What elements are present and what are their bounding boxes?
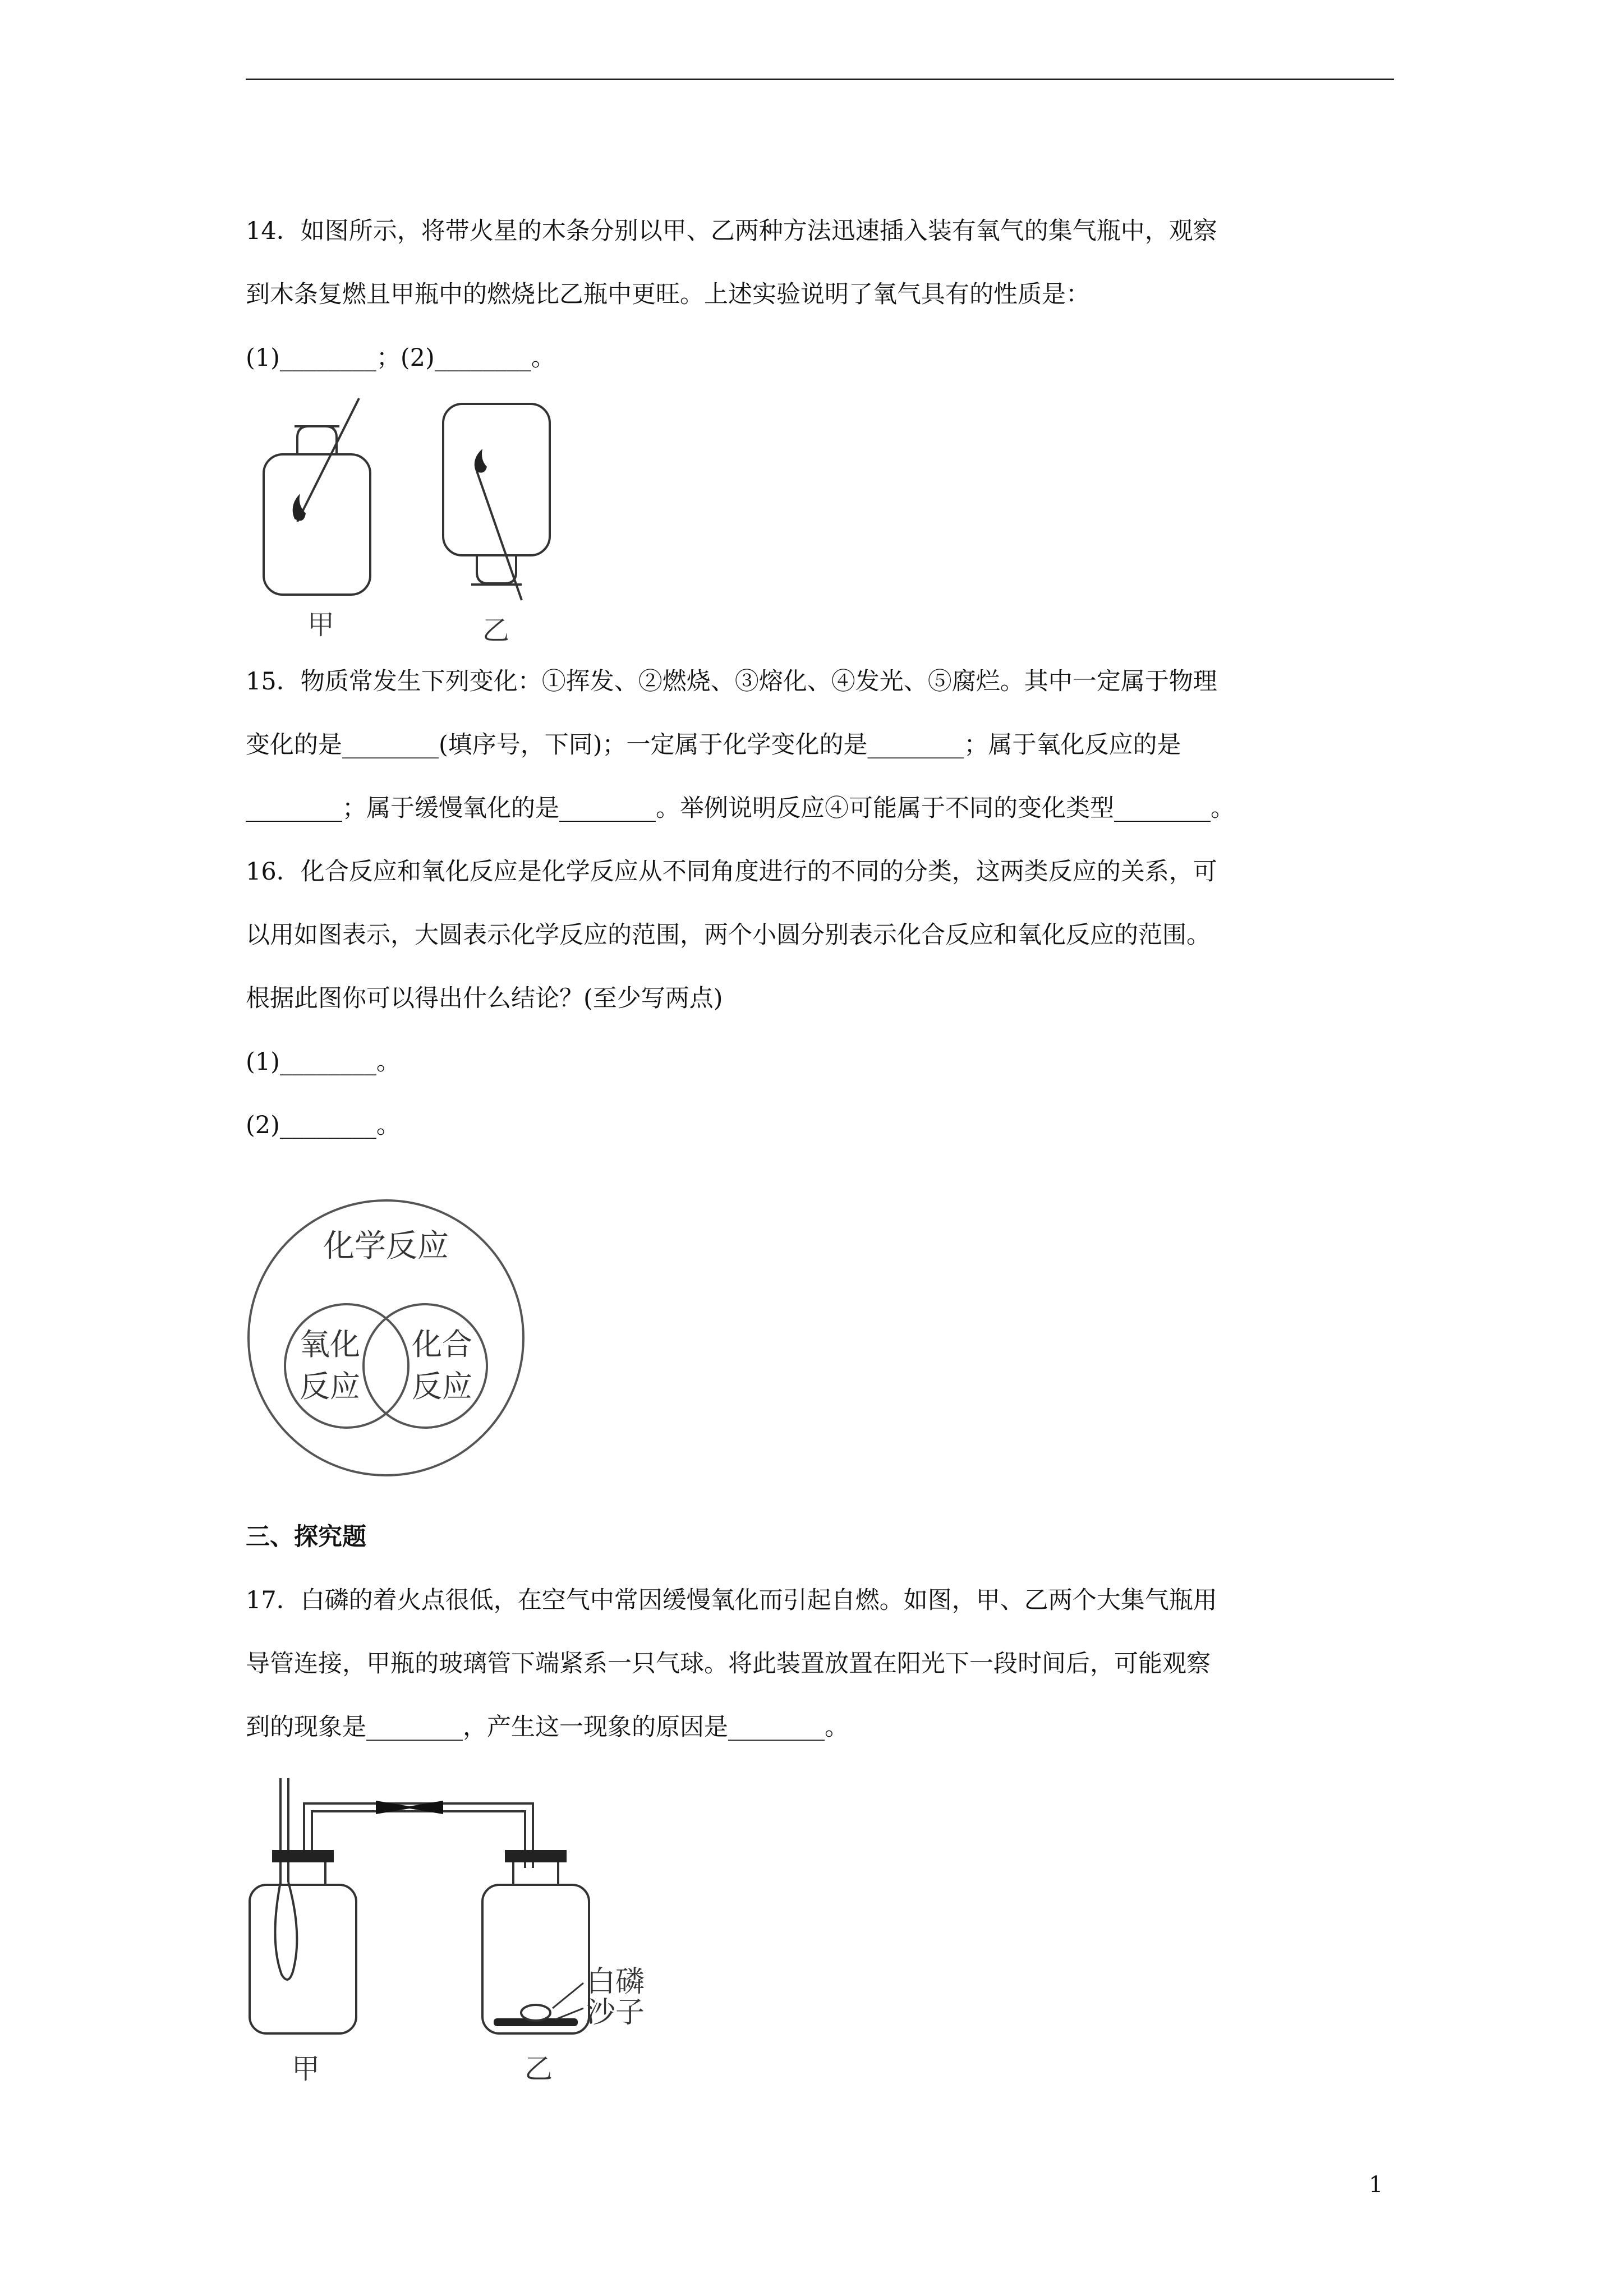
label-white-phosphorus: 白磷 (586, 1965, 645, 1999)
q16-line-3: 根据此图你可以得出什么结论？(至少写两点) (246, 984, 723, 1013)
wood-stick-yi (477, 471, 522, 600)
bottle-yi (443, 404, 550, 600)
q17-figure (241, 1773, 701, 2095)
page-number: 1 (1369, 2172, 1383, 2198)
label-sand: 沙子 (586, 1996, 645, 2030)
venn-left-circle (285, 1304, 408, 1428)
venn-left-label-top: 氧化 (300, 1327, 360, 1362)
venn-outer-label: 化学反应 (323, 1228, 449, 1264)
wood-stick-jia (297, 398, 359, 522)
q17-line-1: 17．白磷的着火点很低，在空气中常因缓慢氧化而引起自燃。如图，甲、乙两个大集气瓶用 (246, 1586, 1217, 1614)
q14-line-3: (1)________；(2)________。 (246, 344, 555, 372)
q15-line-2: 变化的是________(填序号，下同)；一定属于化学变化的是________；属于氧化反应的是 (246, 731, 1181, 759)
bottle-jia (264, 398, 370, 595)
stopper-jia (272, 1850, 334, 1862)
label-jia: 甲 (292, 2053, 320, 2085)
venn-left-label-bottom: 反应 (300, 1369, 360, 1404)
q15-line-3: ________；属于缓慢氧化的是________。举例说明反应④可能属于不同的变化类型________。 (246, 794, 1235, 822)
q16-answer-2: (2)________。 (246, 1111, 401, 1139)
label-jia: 甲 (307, 609, 335, 641)
venn-right-label-top: 化合 (412, 1327, 472, 1362)
q16-line-2: 以用如图表示，大圆表示化学反应的范围，两个小圆分别表示化合反应和氧化反应的范围。 (246, 921, 1211, 949)
q17-line-2: 导管连接，甲瓶的玻璃管下端紧系一只气球。将此装置放置在阳光下一段时间后，可能观察 (246, 1650, 1211, 1678)
q16-line-1: 16．化合反应和氧化反应是化学反应从不同角度进行的不同的分类，这两类反应的关系，可 (246, 858, 1217, 886)
balloon (275, 1882, 297, 1980)
label-yi: 乙 (482, 615, 510, 646)
q14-line-1: 14．如图所示，将带火星的木条分别以甲、乙两种方法迅速插入装有氧气的集气瓶中，观察 (246, 217, 1217, 245)
venn-right-label-bottom: 反应 (412, 1369, 472, 1404)
q14-figure (241, 393, 600, 653)
bottle-jia (250, 1885, 356, 2033)
q16-answer-1: (1)________。 (246, 1048, 401, 1076)
q15-line-1: 15．物质常发生下列变化：①挥发、②燃烧、③熔化、④发光、⑤腐烂。其中一定属于物理 (246, 668, 1217, 696)
q14-line-2: 到木条复燃且甲瓶中的燃烧比乙瓶中更旺。上述实验说明了氧气具有的性质是： (246, 280, 1090, 309)
white-phosphorus (521, 2005, 550, 2021)
header-rule (246, 79, 1394, 80)
venn-right-circle (364, 1304, 487, 1428)
label-yi: 乙 (525, 2053, 553, 2085)
q17-line-3: 到的现象是________，产生这一现象的原因是________。 (246, 1713, 849, 1741)
venn-diagram (246, 1192, 526, 1486)
flame-yi-icon (475, 449, 487, 473)
section-heading: 三、探究题 (246, 1523, 366, 1551)
stopper-yi (505, 1850, 567, 1862)
